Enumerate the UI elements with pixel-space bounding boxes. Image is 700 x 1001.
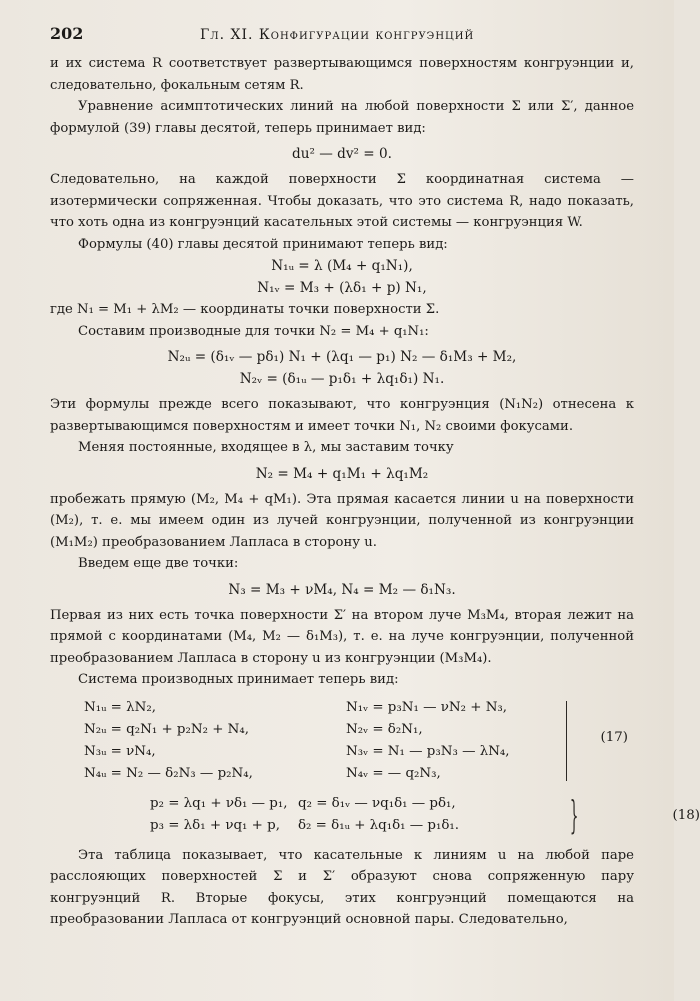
paragraph: пробежать прямую (M₂, M₄ + qM₁). Эта прямая касается линии u на поверхности (M₂), т. е. мы имеем один из лучей конгруэнции, полученной из конгруэнции (M₁M₂) преобразованием Лапласа в сторону u. bbox=[50, 491, 634, 550]
equation: N₂ᵥ = δ₂N₁, bbox=[346, 721, 423, 737]
equation: N₁ᵥ = p₃N₁ — νN₂ + N₃, bbox=[346, 699, 508, 715]
brace: } bbox=[569, 792, 579, 837]
paragraph: Составим производные для точки N₂ = M₄ + q₁N₁: bbox=[78, 323, 429, 339]
paragraph: Система производных принимает теперь вид: bbox=[78, 672, 399, 687]
equation: p₂ = λq₁ + νδ₁ — p₁, bbox=[150, 795, 288, 811]
running-title: Гл. XI. Конфигурации конгруэнций bbox=[200, 27, 475, 43]
equation: N₁ᵥ = M₃ + (λδ₁ + p) N₁, bbox=[257, 280, 427, 296]
paragraph: Формулы (40) главы десятой принимают теперь вид: bbox=[78, 236, 448, 252]
equation-system-17 bbox=[84, 697, 634, 785]
equation: N₄ᵤ = N₂ — δ₂N₃ — p₂N₄, bbox=[84, 765, 253, 781]
equation: N₃ᵥ = N₁ — p₃N₃ — λN₄, bbox=[346, 743, 510, 759]
equation: p₃ = λδ₁ + νq₁ + p, bbox=[150, 817, 280, 833]
equation: du² — dv² = 0. bbox=[292, 146, 392, 162]
equation: N₄ᵥ = — q₂N₃, bbox=[346, 765, 441, 781]
paragraph: Следовательно, на каждой поверхности Σ координатная система — изотермически сопряженная. Чтобы доказать, что это система R, надо показать, что хоть одна из конгруэнций касательных этой системы — конгруэнция W. bbox=[50, 172, 634, 230]
equation-number: (17) bbox=[600, 729, 628, 745]
paragraph: где N₁ = M₁ + λM₂ — координаты точки поверхности Σ. bbox=[50, 302, 440, 317]
paragraph: Меняя постоянные, входящее в λ, мы заставим точку bbox=[78, 440, 454, 455]
paragraph: Уравнение асимптотических линий на любой поверхности Σ или Σ′, данное формулой (39) главы десятой, теперь принимает вид: bbox=[50, 99, 634, 136]
paragraph: Первая из них есть точка поверхности Σ′ на втором луче M₃M₄, вторая лежит на прямой с координатами (M₄, M₂ — δ₁M₃), т. е. на луче конгруэнции, полученной преобразованием Лапласа в сторону u из конгруэнции (M₃M₄). bbox=[50, 607, 634, 666]
equation: N₂ = M₄ + q₁M₁ + λq₁M₂ bbox=[255, 465, 429, 482]
system-bar bbox=[566, 701, 567, 781]
equation-number: (18) bbox=[672, 807, 700, 823]
equation: N₂ᵤ = q₂N₁ + p₂N₂ + N₄, bbox=[84, 721, 250, 737]
equation: N₁ᵤ = λN₂, bbox=[84, 699, 156, 715]
paragraph: и их система R соответствует развертывающимся поверхностям конгруэнции и, следовательно, фокальным сетям R. bbox=[50, 56, 634, 93]
equation: N₂ᵤ = (δ₁ᵥ — pδ₁) N₁ + (λq₁ — p₁) N₂ — δ₁M₃ + M₂, bbox=[167, 349, 517, 365]
equation: N₂ᵥ = (δ₁ᵤ — p₁δ₁ + λq₁δ₁) N₁. bbox=[239, 371, 445, 387]
equation: δ₂ = δ₁ᵤ + λq₁δ₁ — p₁δ₁. bbox=[298, 817, 460, 833]
page-header bbox=[50, 24, 634, 43]
page-number: 202 bbox=[50, 24, 84, 43]
equation: N₁ᵤ = λ (M₄ + q₁N₁), bbox=[271, 258, 413, 274]
paragraph: Эти формулы прежде всего показывают, что конгруэнция (N₁N₂) отнесена к развертывающимся поверхностям и имеет точки N₁, N₂ своими фокусами. bbox=[50, 397, 634, 434]
equation-system-18 bbox=[150, 792, 700, 837]
paragraph: Введем еще две точки: bbox=[78, 556, 239, 571]
equation: N₃ᵤ = νN₄, bbox=[84, 743, 156, 759]
equation: N₃ = M₃ + νM₄, N₄ = M₂ — δ₁N₃. bbox=[228, 581, 456, 598]
paragraph: Эта таблица показывает, что касательные к линиям u на любой паре расслояющих поверхностей Σ и Σ′ образуют снова сопряженную пару конгруэнций R. Вторые фокусы, этих конгруэнций помещаются на преобразовании Лапласа от конгруэнций основной пары. Следовательно, bbox=[50, 847, 634, 927]
equation: q₂ = δ₁ᵥ — νq₁δ₁ — pδ₁, bbox=[298, 795, 456, 811]
